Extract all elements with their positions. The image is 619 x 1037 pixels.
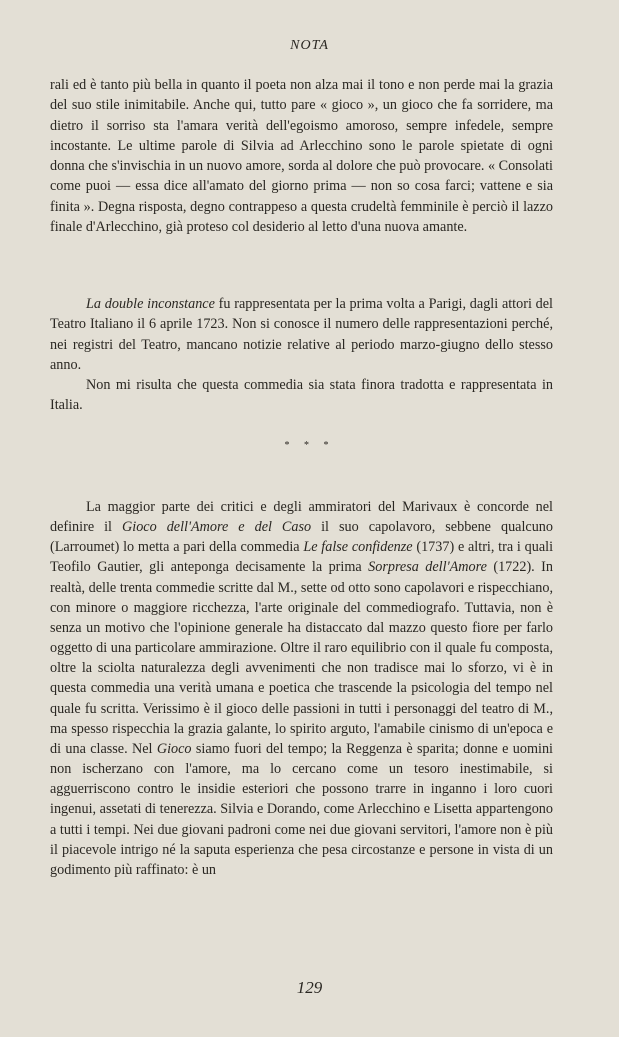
play-title: La double inconstance [86, 296, 215, 312]
paragraph [50, 294, 553, 375]
text-segment: La maggior parte dei critici e degli ammiratori del Marivaux è concorde nel definire il [50, 499, 553, 536]
page-number: 129 [296, 978, 323, 997]
play-title: Le false confidenze [303, 539, 413, 556]
text-segment: il suo capolavoro, sebbene qualcuno (Larroumet) lo metta a pari della commedia [50, 519, 553, 556]
paragraph-text: fu rappresentata per la prima volta a Parigi, dagli attori del Teatro Italiano il 6 aprile 1723. Non si conosce il numero delle rappresentazioni perché, nei registri del Teatro, mancano notizie relative al periodo marzo-giugno dello stesso anno. [50, 296, 553, 373]
section-separator: * * * [284, 440, 335, 451]
text-segment: siamo fuori del tempo; la Reggenza è sparita; donne e uomini non ischerzano con l'amore, ma lo cercano come un tesoro inestimabile, si agguerriscono contro le insidie esteriori che possono trarre in inganno i loro cuori ingenui, assetati di tenerezza. Silvia e Dorando, come Arlecchino e Lisetta appartengono a tutti i tempi. Nei due giovani padroni come nei due giovani servitori, l'amore non è più il piacevole intrigo né la saputa esperienza che pesa circostanze e persone in vista di un godimento più raffinato: è un [50, 740, 553, 878]
text-segment: (1737) e altri, tra i quali Teofilo Gautier, gli anteponga decisamente la prima [50, 539, 554, 576]
running-header: NOTA [290, 38, 329, 53]
paragraph: rali ed è tanto più bella in quanto il poeta non alza mai il tono e non perde mai la grazia del suo stile inimitabile. Anche qui, tutto pare « gioco », un gioco che fa sorridere, ma dietro il sorriso sta l'amara verità dell'egoismo amoroso, sempre infedele, sempre incostante. Le ultime parole di Silvia ad Arlecchino sono le parole spietate di ogni donna che s'invischia in un nuovo amore, sorda al dolore che può provocare. « Consolati come puoi — essa dice all'amato del giorno prima — non so cosa farci; vattene e sia finita ». Degna risposta, degno contrappeso a questa crudeltà femminile è perciò il lazzo finale d'Arlecchino, già proteso col desiderio al letto d'una nuova amante. [50, 77, 553, 236]
paragraph-block-3 [50, 497, 553, 880]
paragraph: Non mi risulta che questa commedia sia stata finora tradotta e rappresentata in Italia. [50, 377, 553, 414]
play-title: Sorpresa dell'Amore [368, 559, 487, 576]
paragraph-block-2 [50, 294, 553, 416]
play-title: Gioco [156, 740, 192, 757]
text-segment: (1722). In realtà, delle trenta commedie scritte dal M., sette od otto sono capolavori e rispecchiano, con minore o maggiore ricchezza, l'arte originale del commediografo. Tuttavia, non è senza un motivo che l'opinione generale ha distaccato dal mazzo questo fiore per farlo oggetto di una particolare ammirazione. Oltre il raro equilibrio con il quale fu composta, oltre la sciolta naturalezza degli avvenimenti che non tradisce mai lo sforzo, vi è in questa commedia una verità umana e poetica che trascende la psicologia del tempo nel quale fu scritta. Verissimo è il gioco delle passioni in tutti i personaggi del teatro di M., ma spesso rispecchia la grazia galante, lo spirito arguto, l'amabile cinismo di un'epoca e di una classe. Nel [50, 559, 553, 757]
paragraph-block-1 [50, 75, 553, 237]
play-title: Gioco dell'Amore e del Caso [122, 519, 312, 536]
paragraph [50, 497, 553, 880]
